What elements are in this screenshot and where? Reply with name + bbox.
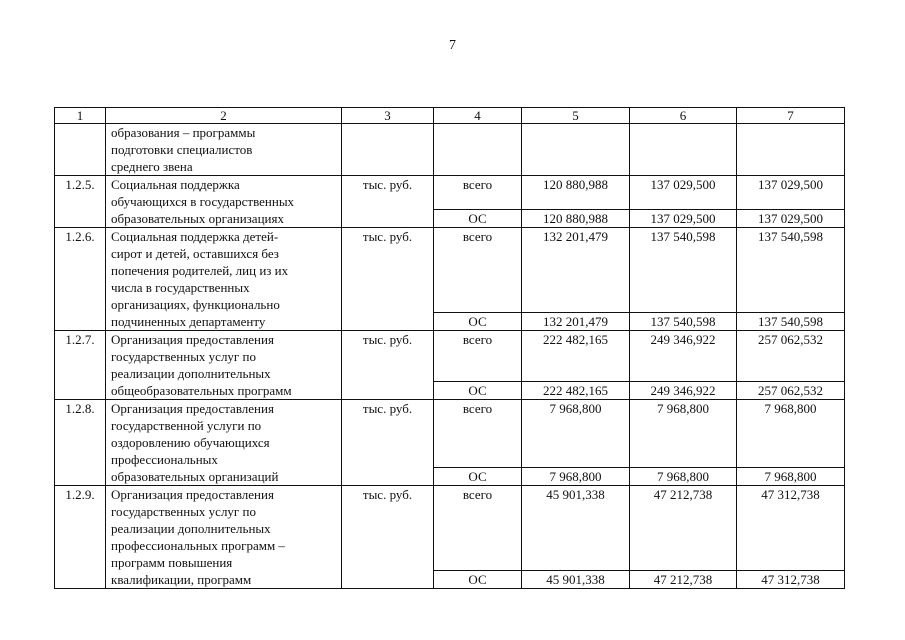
description-cell (106, 331, 342, 400)
unit-cell: тыс. руб. (342, 486, 434, 589)
value-cell: 120 880,988 (522, 176, 630, 210)
value-cell: 45 901,338 (522, 571, 630, 589)
unit-cell (342, 124, 434, 176)
description-line: подчиненных департаменту (111, 314, 266, 329)
unit-cell: тыс. руб. (342, 228, 434, 331)
value-cell: 249 346,922 (630, 382, 737, 400)
value-cell: 222 482,165 (522, 382, 630, 400)
source-cell: всего (434, 486, 522, 571)
value-cell: 137 540,598 (737, 313, 845, 331)
header-cell: 3 (342, 108, 434, 124)
source-cell: всего (434, 228, 522, 313)
value-cell: 7 968,800 (737, 400, 845, 468)
value-cell: 137 029,500 (737, 176, 845, 210)
header-cell: 6 (630, 108, 737, 124)
description-line: реализации дополнительных (111, 521, 271, 536)
description-line: образования – программы (111, 125, 256, 140)
page-number: 7 (449, 38, 456, 53)
row-number-cell (55, 124, 106, 176)
header-cell: 2 (106, 108, 342, 124)
row-number-cell: 1.2.6. (55, 228, 106, 331)
header-row (55, 108, 845, 124)
description-line: квалификации, программ (111, 572, 252, 587)
value-cell: 257 062,532 (737, 331, 845, 382)
description-line: Организация предоставления (111, 487, 274, 502)
table-row (55, 228, 845, 313)
value-cell: 137 029,500 (630, 176, 737, 210)
row-number-cell: 1.2.8. (55, 400, 106, 486)
value-cell (737, 124, 845, 176)
value-cell: 257 062,532 (737, 382, 845, 400)
description-line: числа в государственных (111, 280, 250, 295)
value-cell: 120 880,988 (522, 210, 630, 228)
description-line: Социальная поддержка (111, 177, 240, 192)
description-line: государственных услуг по (111, 349, 256, 364)
header-cell: 5 (522, 108, 630, 124)
source-cell: всего (434, 331, 522, 382)
description-line: профессиональных программ – (111, 538, 285, 553)
value-cell: 137 029,500 (737, 210, 845, 228)
table-row (55, 486, 845, 571)
value-cell: 132 201,479 (522, 228, 630, 313)
table-row (55, 400, 845, 468)
description-cell (106, 486, 342, 589)
value-cell: 137 540,598 (630, 228, 737, 313)
value-cell: 47 212,738 (630, 486, 737, 571)
budget-table (54, 107, 845, 589)
value-cell: 7 968,800 (630, 468, 737, 486)
description-cell (106, 176, 342, 228)
description-line: общеобразовательных программ (111, 383, 292, 398)
description-line: Организация предоставления (111, 401, 274, 416)
description-line: Организация предоставления (111, 332, 274, 347)
description-line: государственной услуги по (111, 418, 262, 433)
row-number-cell: 1.2.9. (55, 486, 106, 589)
description-line: оздоровлению обучающихся (111, 435, 270, 450)
continuation-row (55, 124, 845, 176)
value-cell: 47 312,738 (737, 486, 845, 571)
unit-cell: тыс. руб. (342, 400, 434, 486)
value-cell: 222 482,165 (522, 331, 630, 382)
unit-cell: тыс. руб. (342, 331, 434, 400)
value-cell: 137 029,500 (630, 210, 737, 228)
source-cell: ОС (434, 571, 522, 589)
value-cell (522, 124, 630, 176)
value-cell (630, 124, 737, 176)
source-cell: всего (434, 176, 522, 210)
value-cell: 45 901,338 (522, 486, 630, 571)
description-line: образовательных организаций (111, 469, 279, 484)
header-cell: 1 (55, 108, 106, 124)
source-cell: ОС (434, 313, 522, 331)
description-line: сирот и детей, оставшихся без (111, 246, 279, 261)
table-row (55, 331, 845, 382)
description-cell (106, 400, 342, 486)
source-cell (434, 124, 522, 176)
value-cell: 7 968,800 (737, 468, 845, 486)
description-line: подготовки специалистов (111, 142, 253, 157)
value-cell: 249 346,922 (630, 331, 737, 382)
unit-cell: тыс. руб. (342, 176, 434, 228)
description-cell (106, 124, 342, 176)
value-cell: 47 212,738 (630, 571, 737, 589)
value-cell: 47 312,738 (737, 571, 845, 589)
description-line: попечения родителей, лиц из их (111, 263, 289, 278)
description-line: государственных услуг по (111, 504, 256, 519)
value-cell: 7 968,800 (630, 400, 737, 468)
source-cell: ОС (434, 468, 522, 486)
description-line: программ повышения (111, 555, 233, 570)
source-cell: ОС (434, 382, 522, 400)
description-line: профессиональных (111, 452, 218, 467)
value-cell: 137 540,598 (737, 228, 845, 313)
description-line: реализации дополнительных (111, 366, 271, 381)
description-line: обучающихся в государственных (111, 194, 295, 209)
row-number-cell: 1.2.7. (55, 331, 106, 400)
value-cell: 7 968,800 (522, 468, 630, 486)
table-body (55, 108, 845, 589)
row-number-cell: 1.2.5. (55, 176, 106, 228)
value-cell: 132 201,479 (522, 313, 630, 331)
description-cell (106, 228, 342, 331)
value-cell: 7 968,800 (522, 400, 630, 468)
header-cell: 4 (434, 108, 522, 124)
description-line: образовательных организациях (111, 211, 284, 226)
description-line: среднего звена (111, 159, 193, 174)
description-line: Социальная поддержка детей- (111, 229, 279, 244)
table-row (55, 176, 845, 210)
value-cell: 137 540,598 (630, 313, 737, 331)
source-cell: всего (434, 400, 522, 468)
source-cell: ОС (434, 210, 522, 228)
header-cell: 7 (737, 108, 845, 124)
description-line: организациях, функционально (111, 297, 280, 312)
